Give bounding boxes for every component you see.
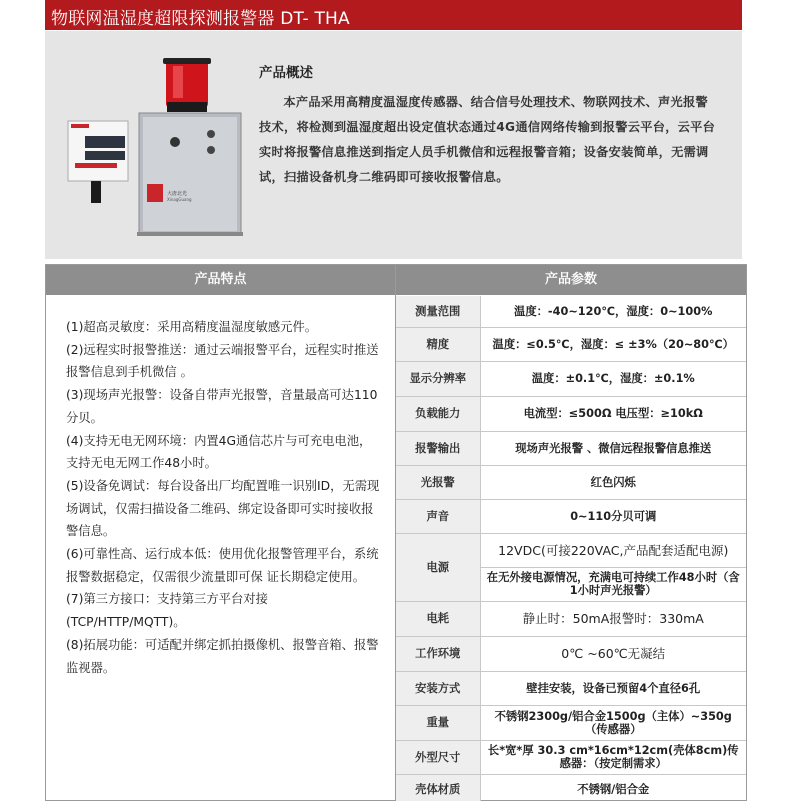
params-table xyxy=(396,296,746,801)
title-bar xyxy=(45,0,742,30)
param-value: 不锈钢2300g/铝合金1500g（主体）~350g（传感器） xyxy=(480,705,746,740)
param-row xyxy=(396,465,746,499)
feature-item: (4)支持无电无网环境：内置4G通信芯片与可充电电池，支持无电无网工作48小时。 xyxy=(66,433,372,471)
product-brand-label: 大唐北光 xyxy=(167,191,188,197)
params-heading: 产品参数 xyxy=(396,265,746,295)
param-value: 0℃ ~60℃无凝结 xyxy=(480,636,746,671)
param-name: 报警输出 xyxy=(396,431,480,465)
feature-item: (6)可靠性高、运行成本低：使用优化报警管理平台，系统报警数据稳定，仅需很少流量即可保 证长期稳定使用。 xyxy=(66,547,379,584)
param-value: 现场声光报警 、微信远程报警信息推送 xyxy=(480,431,746,465)
param-name: 重量 xyxy=(396,705,480,740)
overview-section xyxy=(45,31,742,259)
feature-item: (5)设备免调试：每台设备出厂均配置唯一识别ID，无需现场调试，仅需扫描设备二维码、绑定设备即可实时接收报警信息。 xyxy=(66,478,380,539)
param-row xyxy=(396,705,746,740)
param-row xyxy=(396,774,746,801)
param-value: 壁挂安装，设备已预留4个直径6孔 xyxy=(480,671,746,705)
param-row xyxy=(396,601,746,636)
overview-heading: 产品概述 xyxy=(259,65,313,81)
param-value: 不锈钢/铝合金 xyxy=(480,774,746,801)
param-row xyxy=(396,499,746,533)
param-row xyxy=(396,740,746,774)
product-image xyxy=(63,58,253,248)
param-value: 静止时：50mA报警时：330mA xyxy=(480,601,746,636)
param-value: 温度：-40~120℃，湿度：0~100% xyxy=(480,296,746,327)
product-brand-sublabel: XinagGuang xyxy=(167,197,192,202)
param-row xyxy=(396,671,746,705)
param-row xyxy=(396,296,746,327)
param-name: 工作环境 xyxy=(396,636,480,671)
param-name: 电源 xyxy=(396,533,480,601)
feature-item: (3)现场声光报警：设备自带声光报警，音量最高可达110分贝。 xyxy=(66,388,378,425)
param-value: 12VDC(可接220VAC,产品配套适配电源) xyxy=(480,533,746,567)
param-row xyxy=(396,431,746,465)
param-value: 0~110分贝可调 xyxy=(480,499,746,533)
param-name: 精度 xyxy=(396,327,480,361)
param-name: 外型尺寸 xyxy=(396,740,480,774)
overview-body: 本产品采用高精度温湿度传感器、结合信号处理技术、物联网技术、声光报警技术，将检测到温湿度超出设定值状态通过4G通信网络传输到报警云平台，云平台实时将报警信息推送到指定人员手机微信和远程报警音箱；设备安装简单，无需调试，扫描设备机身二维码即可接收报警信息。 xyxy=(259,95,716,184)
param-row xyxy=(396,533,746,567)
params-panel xyxy=(396,264,747,801)
features-panel xyxy=(45,264,396,801)
param-row xyxy=(396,361,746,396)
param-name: 声音 xyxy=(396,499,480,533)
param-value: 在无外接电源情况，充满电可持续工作48小时（含1小时声光报警） xyxy=(480,567,746,601)
features-heading: 产品特点 xyxy=(46,265,395,295)
page-title: 物联网温湿度超限探测报警器 DT- THA xyxy=(51,9,350,29)
param-name: 电耗 xyxy=(396,601,480,636)
param-value: 长*宽*厚 30.3 cm*16cm*12cm(壳体8cm)传感器：（按定制需求） xyxy=(480,740,746,774)
divider xyxy=(45,259,742,263)
param-name: 壳体材质 xyxy=(396,774,480,801)
param-value: 电流型：≤500Ω 电压型：≥10kΩ xyxy=(480,396,746,431)
feature-item: (7)第三方接口：支持第三方平台对接(TCP/HTTP/MQTT)。 xyxy=(66,592,268,630)
feature-item: (2)远程实时报警推送：通过云端报警平台，远程实时推送报警信息到手机微信 。 xyxy=(66,342,379,380)
param-name: 显示分辨率 xyxy=(396,361,480,396)
param-name: 测量范围 xyxy=(396,296,480,327)
feature-item: (1)超高灵敏度：采用高精度温湿度敏感元件。 xyxy=(66,320,318,334)
param-row xyxy=(396,636,746,671)
param-name: 安装方式 xyxy=(396,671,480,705)
param-row xyxy=(396,327,746,361)
features-list xyxy=(66,316,381,679)
feature-item: (8)拓展功能：可适配并绑定抓拍摄像机、报警音箱、报警监视器。 xyxy=(66,637,379,675)
param-value: 温度：±0.1℃，湿度：±0.1% xyxy=(480,361,746,396)
param-row xyxy=(396,396,746,431)
param-value: 红色闪烁 xyxy=(480,465,746,499)
param-name: 光报警 xyxy=(396,465,480,499)
param-name: 负载能力 xyxy=(396,396,480,431)
param-value: 温度：≤0.5℃，湿度：≤ ±3%（20~80℃） xyxy=(480,327,746,361)
